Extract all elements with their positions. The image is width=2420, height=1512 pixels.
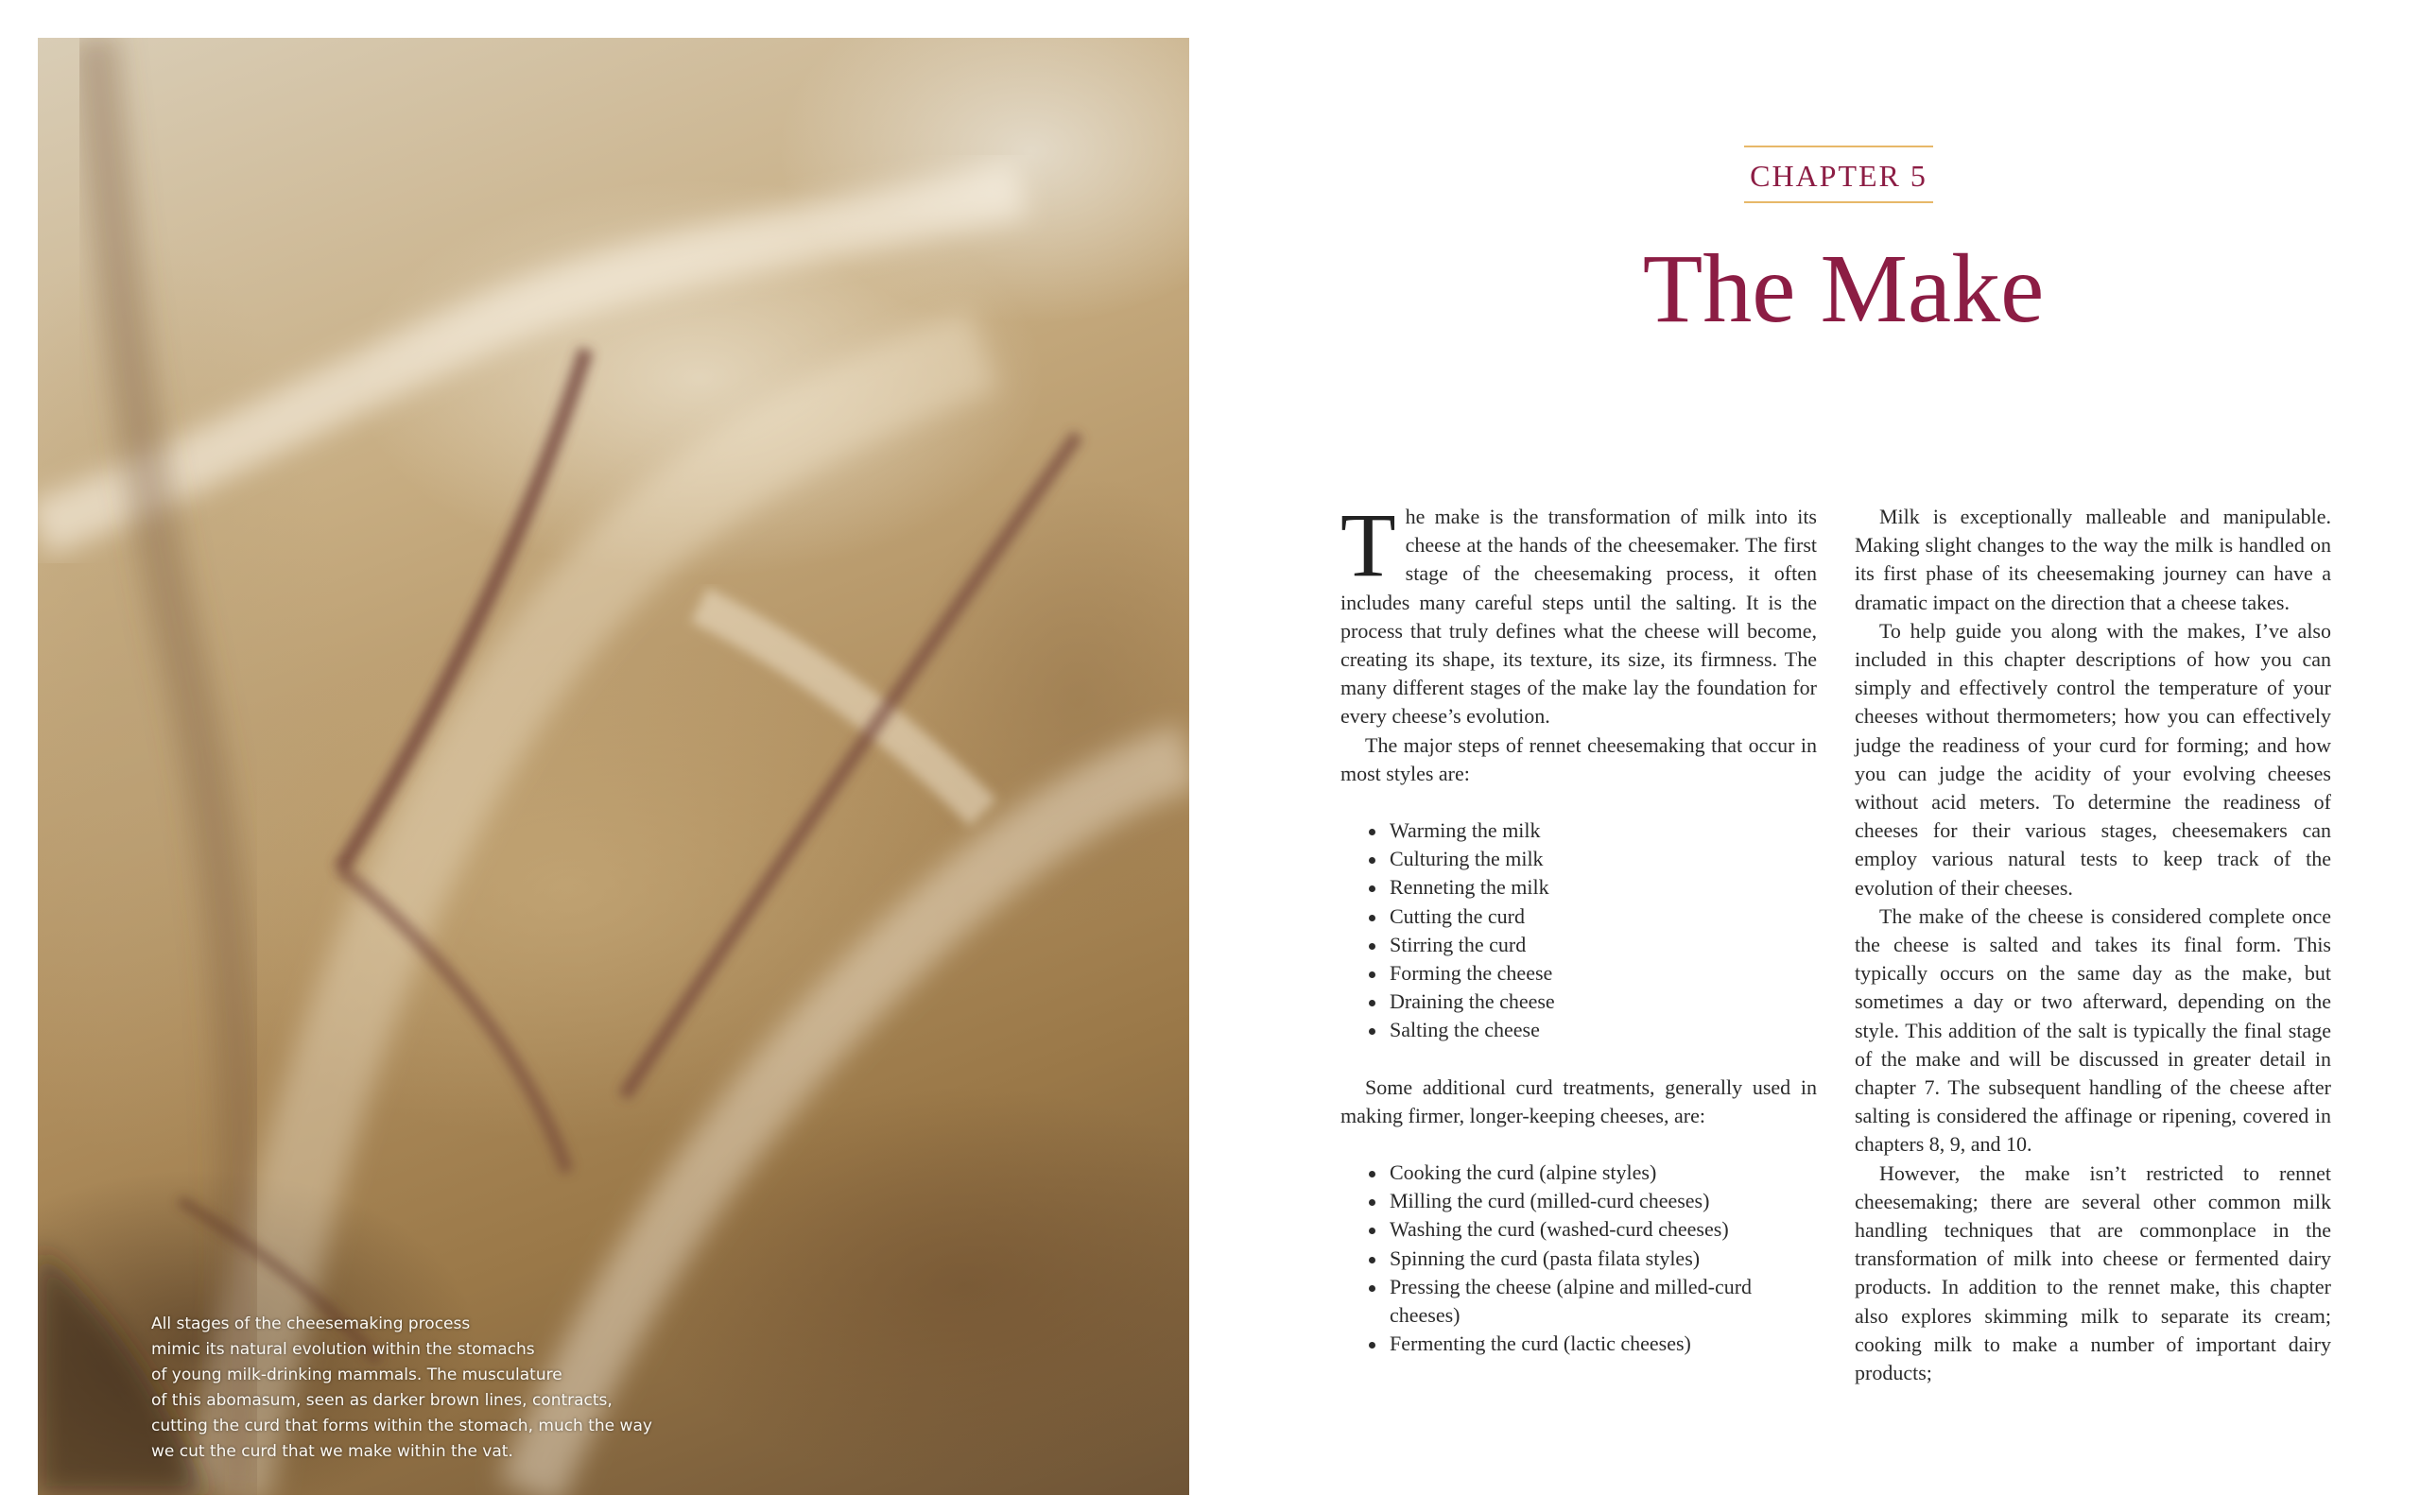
drop-cap: T	[1340, 494, 1396, 595]
body-column-left	[1340, 494, 1817, 1386]
paragraph: Milk is exceptionally malleable and manipulable. Making slight changes to the way the milk is handled on its first phase of its cheesemaking journey can have a dramatic impact on the direction that a cheese takes.	[1855, 505, 2331, 614]
caption-line: mimic its natural evolution within the stomachs	[151, 1340, 535, 1359]
list-item: Washing the curd (washed-curd cheeses)	[1369, 1215, 1817, 1244]
list-item: Draining the cheese	[1369, 988, 1817, 1016]
caption-line: of young milk-drinking mammals. The musculature	[151, 1366, 562, 1384]
major-steps-list	[1369, 816, 1817, 1045]
list-item: Renneting the milk	[1369, 873, 1817, 902]
list-item: Culturing the milk	[1369, 845, 1817, 873]
list-item: Forming the cheese	[1369, 959, 1817, 988]
major-steps-intro: The major steps of rennet cheesemaking that occur in most styles are:	[1340, 732, 1817, 785]
chapter-photo	[38, 38, 1189, 1495]
additional-treatments-list	[1369, 1159, 1817, 1358]
intro-text: he make is the transformation of milk into its cheese at the hands of the cheesemaker. The first stage of the cheesemaking process, it often includes many careful steps until the salting. It is the process that truly defines what the cheese will become, creating its shape, its texture, its size, its firmness. The many different stages of the make lay the foundation for every cheese’s evolution.	[1340, 505, 1817, 729]
paragraph: To help guide you along with the makes, I’ve also included in this chapter descriptions of how you can simply and effectively control the temperature of your cheeses without thermometers; how you can effectively judge the readiness of your curd for forming; and how you can judge the acidity of your evolving cheeses without acid meters. To determine the readiness of cheeses for their various stages, cheesemakers can employ various natural tests to keep track of the evolution of their cheeses.	[1855, 618, 2331, 900]
additional-treatments-intro: Some additional curd treatments, generally used in making firmer, longer-keeping cheeses, are:	[1340, 1074, 1817, 1127]
list-item: Salting the cheese	[1369, 1016, 1817, 1044]
chapter-title: The Make	[1642, 234, 2045, 343]
list-item: Milling the curd (milled-curd cheeses)	[1369, 1187, 1817, 1215]
list-item: Cooking the curd (alpine styles)	[1369, 1159, 1817, 1187]
photo-caption	[151, 1312, 681, 1465]
list-item: Fermenting the curd (lactic cheeses)	[1369, 1330, 1817, 1358]
intro-paragraph	[1340, 494, 1817, 731]
list-item: Cutting the curd	[1369, 902, 1817, 931]
list-item: Warming the milk	[1369, 816, 1817, 845]
paragraph: However, the make isn’t restricted to rennet cheesemaking; there are several other common milk handling techniques that are commonplace in the transformation of milk into cheese or fermented dairy products. In addition to the rennet make, this chapter also explores skimming milk to separate its cream; cooking milk to make a number of important dairy products;	[1855, 1160, 2331, 1385]
caption-line: we cut the curd that we make within the vat.	[151, 1442, 513, 1461]
chapter-label: CHAPTER 5	[1744, 146, 1933, 203]
caption-line: of this abomasum, seen as darker brown lines, contracts,	[151, 1391, 613, 1410]
caption-line: cutting the curd that forms within the stomach, much the way	[151, 1417, 652, 1435]
body-column-right	[1855, 503, 2331, 1387]
paragraph: The make of the cheese is considered complete once the cheese is salted and takes its final form. This typically occurs on the same day as the make, but sometimes a day or two afterward, depending on the style. This addition of the salt is typically the final stage of the make and will be discussed in greater detail in chapter 7. The subsequent handling of the cheese after salting is considered the affinage or ripening, covered in chapters 8, 9, and 10.	[1855, 903, 2331, 1157]
photo-texture	[38, 38, 1189, 1495]
caption-line: All stages of the cheesemaking process	[151, 1314, 471, 1333]
list-item: Spinning the curd (pasta filata styles)	[1369, 1245, 1817, 1273]
list-item: Stirring the curd	[1369, 931, 1817, 959]
list-item: Pressing the cheese (alpine and milled-curd cheeses)	[1369, 1273, 1817, 1330]
